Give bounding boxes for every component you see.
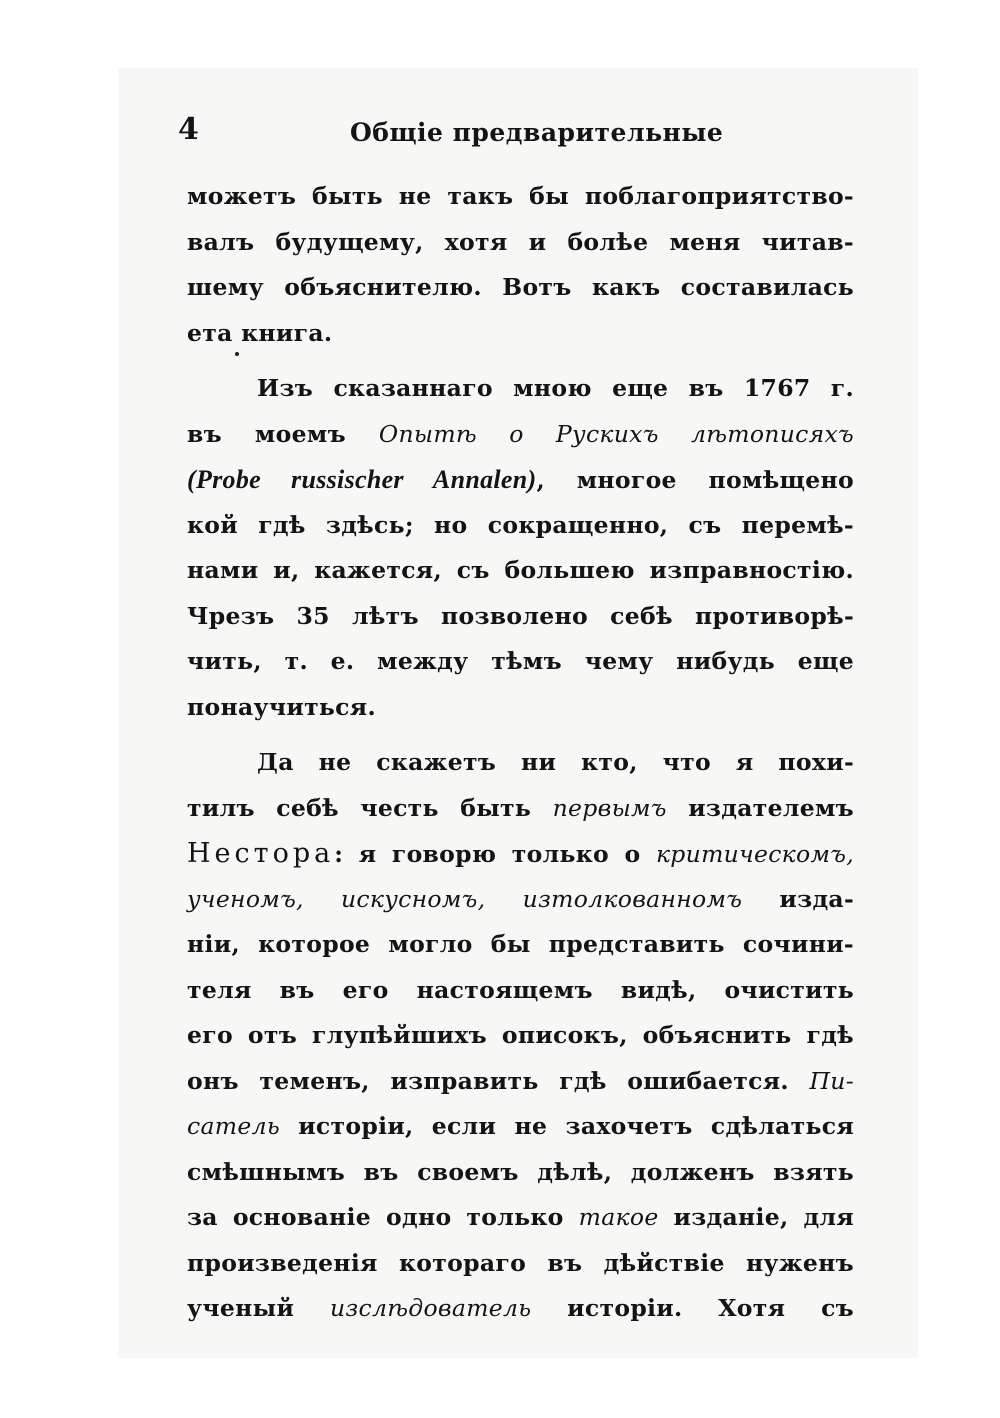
- text-line: [187, 877, 854, 923]
- text-line: [187, 1059, 854, 1105]
- text-run: , многое помѣщено: [536, 466, 854, 494]
- italic-word: Пи-: [809, 1066, 854, 1095]
- text-line: [187, 457, 854, 503]
- text-run: изда-: [779, 884, 854, 913]
- text-line: теля въ его настоящемъ видѣ, очистить: [187, 975, 854, 1004]
- text-line: смѣшнымъ въ своемъ дѣлѣ, долженъ взять: [187, 1157, 854, 1186]
- text-line: Изъ сказаннаго мною еще въ 1767 г.: [257, 374, 854, 402]
- fraktur-title: (Probe russischer Annalen): [187, 465, 537, 494]
- italic-word: критическомъ,: [655, 840, 854, 868]
- text-line: [187, 831, 854, 877]
- text-line: чить, т. е. между тѣмъ чему нибудь еще: [187, 647, 854, 675]
- italic-word: первымъ: [552, 793, 667, 822]
- italic-word: изслѣдователь: [329, 1294, 532, 1322]
- spaced-name: Нестора: [187, 838, 335, 869]
- text-run: за основаніе одно только: [187, 1203, 564, 1231]
- text-line: нами и, кажется, съ большею изправностію.: [187, 556, 854, 584]
- page-header: [178, 112, 858, 156]
- text-line: его отъ глупѣйшихъ описокъ, объяснить гдѣ: [187, 1021, 854, 1049]
- text-line: [187, 412, 854, 458]
- italic-word: ученомъ,: [187, 884, 304, 913]
- text-line: [187, 1104, 854, 1150]
- italic-word: искусномъ,: [341, 884, 486, 913]
- text-line: Да не скажетъ ни кто, что я похи-: [257, 748, 854, 776]
- text-line: можетъ быть не такъ бы поблагоприятство-: [187, 182, 854, 210]
- text-line: произведенія котораго въ дѣйствіе нуженъ: [187, 1248, 854, 1277]
- body-text: [187, 174, 854, 1332]
- paragraph-1: [187, 174, 854, 356]
- text-line: [187, 1286, 854, 1332]
- page-number: 4: [178, 112, 199, 147]
- paragraph-3: [187, 740, 854, 1332]
- text-run: издателемъ: [688, 793, 854, 822]
- text-run: онъ теменъ, изправить гдѣ ошибается.: [187, 1066, 789, 1095]
- italic-word: такое: [578, 1203, 659, 1231]
- text-run: въ моемъ: [187, 419, 346, 448]
- text-run: исторіи, если не захочетъ сдѣлаться: [298, 1112, 855, 1140]
- text-run: изданіе, для: [673, 1203, 855, 1231]
- text-run: ученый: [187, 1294, 295, 1322]
- text-line: ета книга.: [187, 318, 333, 347]
- text-line: [187, 786, 854, 832]
- text-line: кой гдѣ здѣсь; но сокращенно, съ перемѣ-: [187, 510, 854, 539]
- italic-word: сатель: [187, 1112, 280, 1140]
- text-line: шему объяснителю. Вотъ какъ составилась: [187, 273, 854, 301]
- text-run: : я говорю только о: [334, 840, 641, 868]
- text-line: ніи, которое могло бы представить сочини-: [187, 930, 854, 958]
- text-line: понаучиться.: [187, 692, 376, 721]
- italic-word: изтолкованномъ: [522, 884, 743, 913]
- text-run: исторіи. Хотя съ: [567, 1294, 854, 1322]
- text-run: тилъ себѣ честь быть: [187, 793, 532, 822]
- text-line: валъ будущему, хотя и болѣе меня читав-: [187, 227, 854, 256]
- text-line: Чрезъ 35 лѣтъ позволено себѣ противорѣ-: [187, 601, 854, 630]
- running-head: Общіе предварительные: [350, 118, 724, 147]
- italic-title: Опытѣ о Рускихъ лѣтописяхъ: [378, 419, 854, 448]
- paragraph-2: [187, 366, 854, 730]
- text-line: [187, 1195, 854, 1241]
